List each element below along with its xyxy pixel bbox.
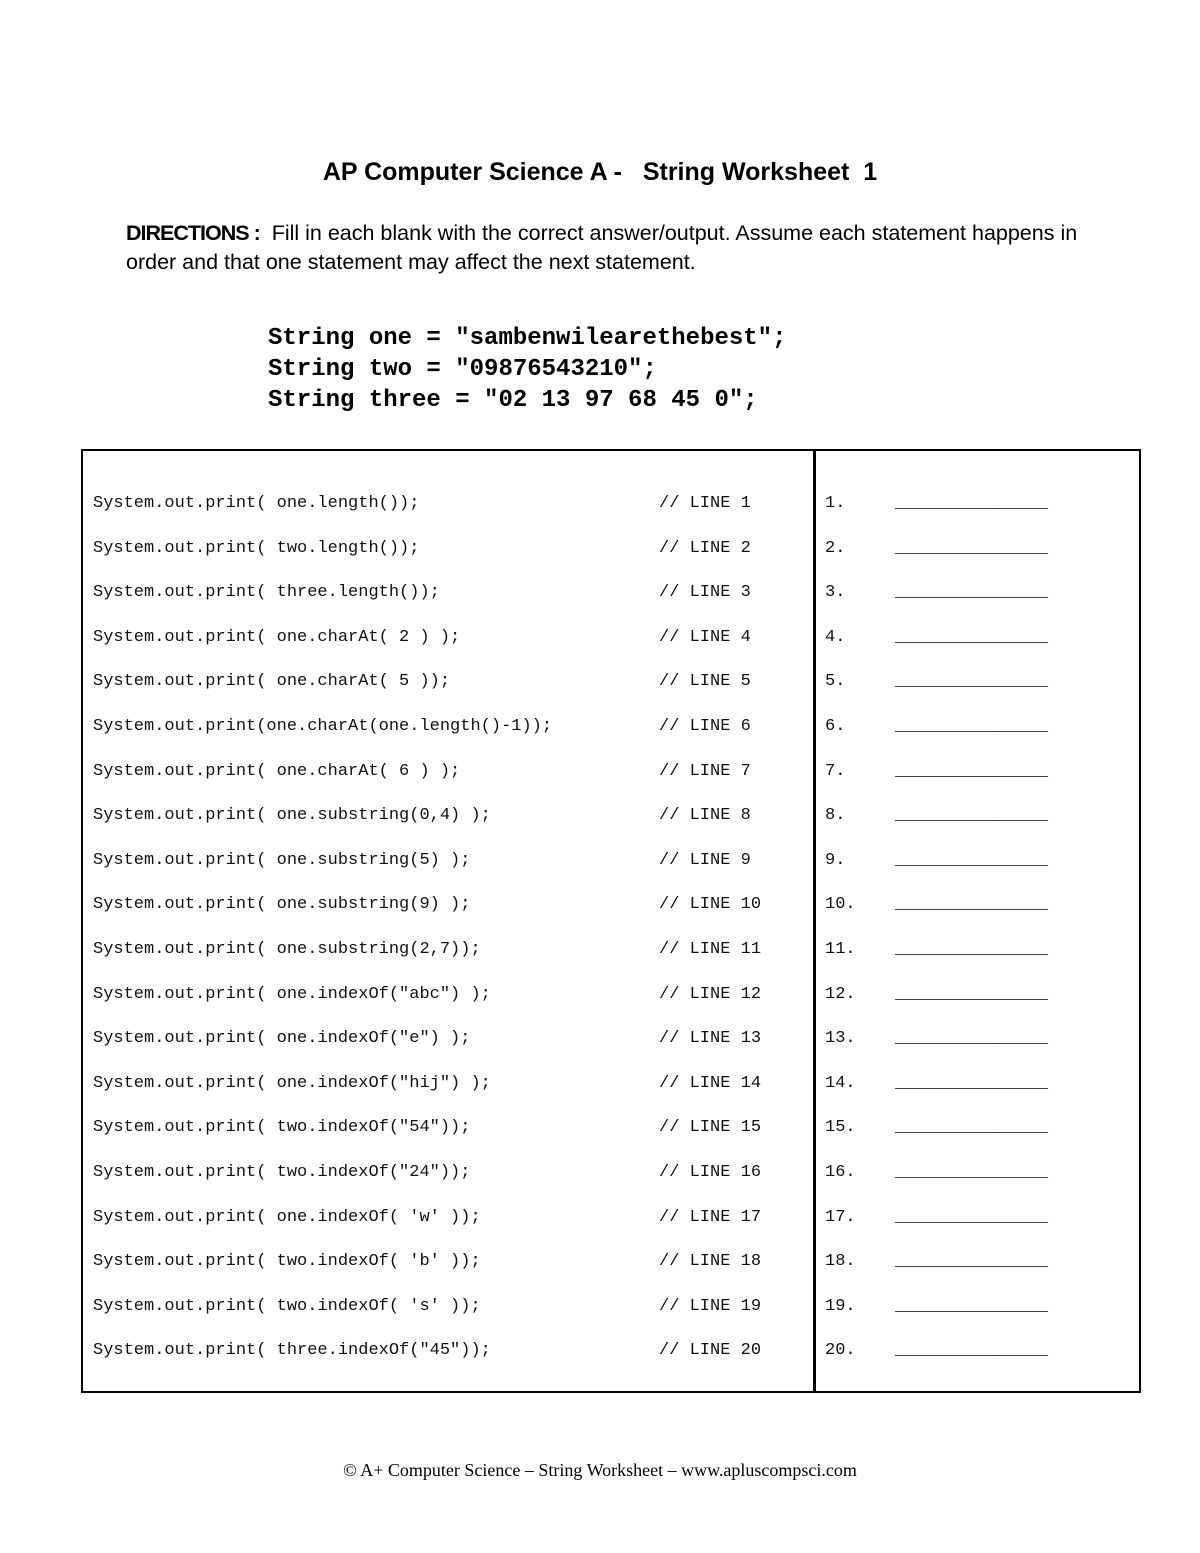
answer-number: 8.	[825, 806, 846, 826]
answer-blank[interactable]: _______________	[895, 1118, 1049, 1138]
line-comment: // LINE 20	[659, 1341, 762, 1361]
answer-blank[interactable]: _______________	[895, 716, 1049, 736]
answer-number: 5.	[825, 672, 846, 692]
answer-number: 12.	[825, 984, 856, 1004]
line-comment: // LINE 6	[659, 716, 751, 736]
code-statement: System.out.print( one.length());	[93, 494, 420, 513]
answer-blank[interactable]: _______________	[895, 1252, 1049, 1272]
answer-blank[interactable]: _______________	[895, 761, 1049, 781]
answer-blank[interactable]: _______________	[895, 939, 1049, 959]
answer-blank[interactable]: _______________	[895, 1029, 1049, 1049]
question-row	[93, 886, 1133, 931]
directions-label: DIRECTIONS :	[126, 221, 260, 245]
line-comment: // LINE 3	[659, 583, 751, 603]
line-comment: // LINE 1	[659, 494, 751, 513]
code-statement: System.out.print( one.charAt( 2 ) );	[93, 627, 461, 647]
line-comment: // LINE 18	[659, 1252, 762, 1272]
answer-blank[interactable]: _______________	[895, 627, 1049, 647]
code-statement: System.out.print( two.length());	[93, 538, 420, 558]
question-row	[93, 842, 1133, 887]
string-declarations	[268, 323, 786, 416]
question-row	[93, 797, 1133, 842]
question-row	[93, 1109, 1133, 1154]
question-row	[93, 619, 1133, 664]
answer-blank[interactable]: _______________	[895, 806, 1049, 826]
question-row	[93, 1154, 1133, 1199]
line-comment: // LINE 7	[659, 761, 751, 781]
answer-number: 18.	[825, 1252, 856, 1272]
line-comment: // LINE 19	[659, 1296, 762, 1316]
question-row	[93, 1243, 1133, 1288]
code-statement: System.out.print( one.substring(9) );	[93, 895, 471, 915]
question-row	[93, 485, 1133, 530]
footer: © A+ Computer Science – String Worksheet – www.apluscompsci.com	[343, 1460, 857, 1480]
question-row	[93, 1288, 1133, 1333]
question-row	[93, 1020, 1133, 1065]
line-comment: // LINE 9	[659, 850, 751, 870]
code-statement: System.out.print( one.charAt( 6 ) );	[93, 761, 461, 781]
answer-number: 14.	[825, 1073, 856, 1093]
answer-blank[interactable]: _______________	[895, 494, 1049, 513]
answer-blank[interactable]: _______________	[895, 1207, 1049, 1227]
answer-number: 10.	[825, 895, 856, 915]
code-statement: System.out.print( one.indexOf("e") );	[93, 1029, 471, 1049]
question-row	[93, 1332, 1133, 1377]
question-row	[93, 1199, 1133, 1244]
answer-blank[interactable]: _______________	[895, 672, 1049, 692]
answer-number: 6.	[825, 716, 846, 736]
question-row	[93, 574, 1133, 619]
code-statement: System.out.print( three.indexOf("45"));	[93, 1341, 491, 1361]
answer-number: 2.	[825, 538, 846, 558]
answer-number: 7.	[825, 761, 846, 781]
worksheet-title: AP Computer Science A - String Worksheet 1	[322, 158, 878, 186]
line-comment: // LINE 11	[659, 939, 762, 959]
directions	[126, 219, 1086, 277]
line-comment: // LINE 8	[659, 806, 751, 826]
code-statement: System.out.print( one.substring(2,7));	[93, 939, 481, 959]
directions-text: Fill in each blank with the correct answer/output. Assume each statement happens in order and that one statement may affect the next statement.	[126, 221, 1078, 274]
line-comment: // LINE 12	[659, 984, 762, 1004]
code-statement: System.out.print( two.indexOf( 's' ));	[93, 1296, 481, 1316]
line-comment: // LINE 10	[659, 895, 762, 915]
question-row	[93, 708, 1133, 753]
answer-number: 1.	[825, 494, 846, 513]
answer-number: 11.	[825, 939, 856, 959]
question-rows	[93, 485, 1133, 1377]
answer-blank[interactable]: _______________	[895, 1296, 1049, 1316]
answer-blank[interactable]: _______________	[895, 1073, 1049, 1093]
answer-number: 19.	[825, 1296, 856, 1316]
question-row	[93, 663, 1133, 708]
line-comment: // LINE 4	[659, 627, 751, 647]
answer-number: 13.	[825, 1029, 856, 1049]
line-comment: // LINE 13	[659, 1029, 762, 1049]
question-row	[93, 753, 1133, 798]
answer-number: 9.	[825, 850, 846, 870]
code-statement: System.out.print( one.substring(5) );	[93, 850, 471, 870]
question-row	[93, 530, 1133, 575]
question-row	[93, 1065, 1133, 1110]
question-row	[93, 931, 1133, 976]
answer-blank[interactable]: _______________	[895, 583, 1049, 603]
declaration-three: String three = "02 13 97 68 45 0";	[268, 387, 758, 414]
answer-number: 15.	[825, 1118, 856, 1138]
answer-blank[interactable]: _______________	[895, 895, 1049, 915]
code-statement: System.out.print( one.substring(0,4) );	[93, 806, 491, 826]
answer-blank[interactable]: _______________	[895, 984, 1049, 1004]
code-statement: System.out.print( three.length());	[93, 583, 440, 603]
line-comment: // LINE 5	[659, 672, 751, 692]
line-comment: // LINE 15	[659, 1118, 762, 1138]
answer-number: 4.	[825, 627, 846, 647]
answer-blank[interactable]: _______________	[895, 850, 1049, 870]
answer-blank[interactable]: _______________	[895, 538, 1049, 558]
answer-number: 3.	[825, 583, 846, 603]
declaration-two: String two = "09876543210";	[268, 356, 657, 383]
declaration-one: String one = "sambenwilearethebest";	[268, 325, 787, 352]
code-statement: System.out.print( one.indexOf("abc") );	[93, 984, 491, 1004]
answer-blank[interactable]: _______________	[895, 1162, 1049, 1182]
code-statement: System.out.print( one.indexOf( 'w' ));	[93, 1207, 481, 1227]
code-statement: System.out.print( two.indexOf("54"));	[93, 1118, 471, 1138]
line-comment: // LINE 17	[659, 1207, 762, 1227]
code-statement: System.out.print( two.indexOf( 'b' ));	[93, 1252, 481, 1272]
line-comment: // LINE 2	[659, 538, 751, 558]
code-statement: System.out.print( one.charAt( 5 ));	[93, 672, 451, 692]
answer-number: 17.	[825, 1207, 856, 1227]
line-comment: // LINE 16	[659, 1162, 762, 1182]
code-statement: System.out.print(one.charAt(one.length()-1));	[93, 716, 553, 736]
answer-number: 16.	[825, 1162, 856, 1182]
code-statement: System.out.print( two.indexOf("24"));	[93, 1162, 471, 1182]
question-row	[93, 976, 1133, 1021]
line-comment: // LINE 14	[659, 1073, 762, 1093]
answer-number: 20.	[825, 1341, 856, 1361]
code-statement: System.out.print( one.indexOf("hij") );	[93, 1073, 491, 1093]
answer-blank[interactable]: _______________	[895, 1341, 1049, 1361]
